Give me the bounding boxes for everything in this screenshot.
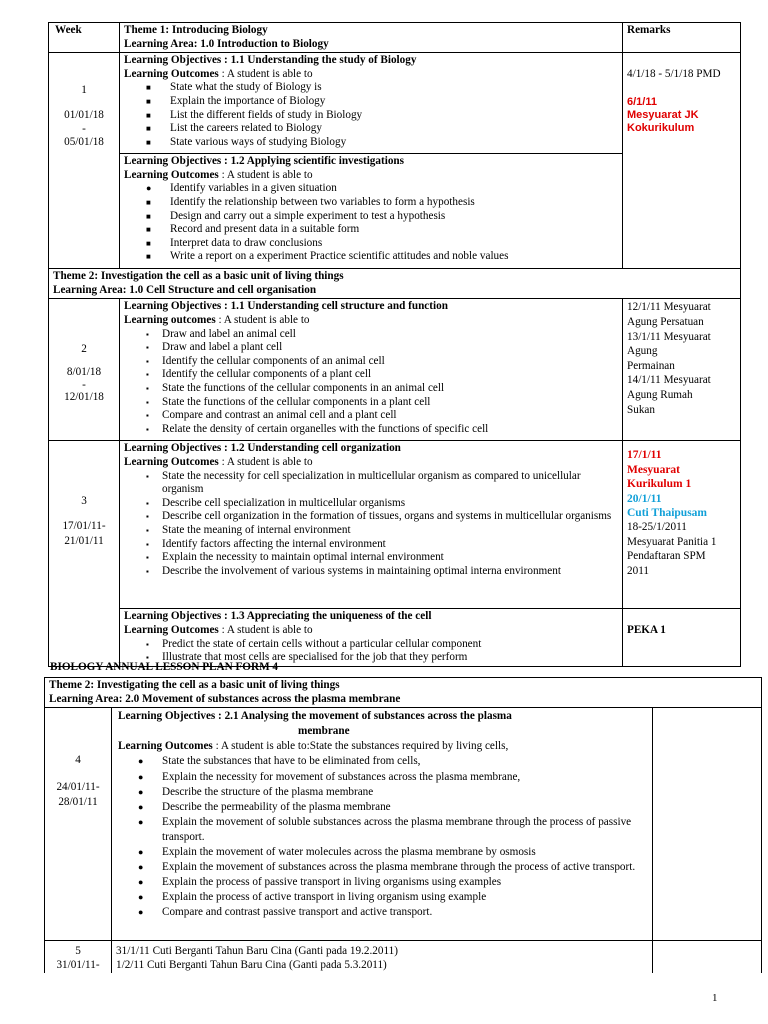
list-item: ■ Design and carry out a simple experiment to test a hypothesis bbox=[146, 209, 446, 222]
list-item: ▪ Describe cell specialization in multicellular organisms bbox=[146, 496, 406, 509]
week-4-objective: Learning Objectives : 2.1 Analysing the movement of substances across the plasma membrane Learning Outcomes : A student is able to:State the substances required by living cells, ● State the substances that have to be eliminated from cells, ● Explain the necessity for movement of substances across the plasma membrane, ● Describe the structure of the plasma membrane ● Describe the permeability of the plasma membrane ● Explain the movement of soluble substances across the plasma membrane through the process of passive transport. ● Explain the movement of water molecules across the plasma membrane by osmosis ● Explain the movement of substances across the plasma membrane through the process of active transport. ● Explain the process of passive transport in living organisms using examples ● Explain the process of active transport in living organism using example ● Compare and contrast passive transport and active transport. bbox=[112, 708, 653, 941]
week-4-remarks bbox=[653, 708, 762, 941]
header-remarks: Remarks bbox=[623, 23, 741, 53]
week-3-outcome-list-1 bbox=[124, 470, 618, 579]
list-item: ▪ Identify factors affecting the internal environment bbox=[146, 537, 386, 550]
theme-2-header-row bbox=[49, 269, 741, 299]
list-item: ■ Interpret data to draw conclusions bbox=[146, 236, 323, 249]
lesson-plan-table-1 bbox=[48, 22, 741, 667]
week-5-row bbox=[45, 941, 762, 974]
week-1-cell: 1 01/01/18 - 05/01/18 bbox=[49, 53, 120, 269]
list-item: ▪ State the functions of the cellular components in a plant cell bbox=[146, 395, 431, 408]
list-item: ■ Explain the importance of Biology bbox=[146, 94, 326, 107]
week-1-row-a bbox=[49, 53, 741, 154]
week-1-objective-1: Learning Objectives : 1.1 Understanding the study of Biology Learning Outcomes : A student is able to ■ State what the study of Biology is ■ Explain the importance of Biology ■ List the different fields of study in Biology ■ List the careers related to Biology ■ State various ways of studying Biology bbox=[120, 53, 623, 154]
week-5-remarks bbox=[653, 941, 762, 974]
week-3-row-a bbox=[49, 441, 741, 609]
week-5-notes: 31/1/11 Cuti Berganti Tahun Baru Cina (Ganti pada 19.2.2011) 1/2/11 Cuti Berganti Tahun Baru Cina (Ganti pada 5.3.2011) bbox=[112, 941, 653, 974]
list-item: ■ State what the study of Biology is bbox=[146, 81, 322, 94]
week-2-remarks: 12/1/11 Mesyuarat Agung Persatuan 13/1/11 Mesyuarat Agung Permainan 14/1/11 Mesyuarat Agung Rumah Sukan bbox=[623, 299, 741, 441]
list-item: ● Describe the structure of the plasma membrane bbox=[138, 785, 374, 798]
list-item: ▪ Draw and label an animal cell bbox=[146, 327, 296, 340]
header-row bbox=[49, 23, 741, 53]
header-week: Week bbox=[49, 23, 120, 53]
week-4-outcome-list bbox=[116, 754, 648, 920]
list-item: ■ Write a report on a experiment Practice scientific attitudes and noble values bbox=[146, 250, 509, 263]
lesson-plan-table-2 bbox=[44, 677, 762, 973]
week-4-row bbox=[45, 708, 762, 941]
theme-2b-header: Theme 2: Investigating the cell as a basic unit of living things Learning Area: 2.0 Movement of substances across the plasma membrane bbox=[45, 678, 762, 708]
week-5-cell: 5 31/01/11- bbox=[45, 941, 112, 974]
week-1-outcome-list-1 bbox=[124, 81, 618, 149]
week-3-row-b bbox=[49, 609, 741, 666]
list-item: ● Explain the process of active transport in living organism using example bbox=[138, 891, 487, 904]
week-3-cell: 3 17/01/11- 21/01/11 bbox=[49, 441, 120, 666]
list-item: ■ List the careers related to Biology bbox=[146, 122, 322, 135]
week-3-objective-1: Learning Objectives : 1.2 Understanding cell organization Learning Outcomes : A student is able to ▪ State the necessity for cell specialization in multicellular organism as compared to unicellular organism ▪ Describe cell specialization in multicellular organisms ▪ Describe cell organization in the formation of tissues, organs and systems in multicellular organisms ▪ State the meaning of internal environment ▪ Identify factors affecting the internal environment ▪ Explain the necessity to maintain optimal internal environment ▪ Describe the involvement of various systems in maintaining optimal interna environment bbox=[120, 441, 623, 609]
list-item: ▪ Predict the state of certain cells without a particular cellular component bbox=[146, 637, 482, 650]
week-4-cell: 4 24/01/11- 28/01/11 bbox=[45, 708, 112, 941]
list-item: ● Explain the movement of substances across the plasma membrane through the process of active transport. bbox=[138, 861, 636, 874]
list-item: ▪ Illustrate that most cells are specialised for the job that they perform bbox=[146, 651, 468, 664]
page-number: 1 bbox=[712, 992, 718, 1004]
week-2-outcome-list bbox=[124, 328, 618, 437]
week-3-remarks-peka: PEKA 1 bbox=[623, 609, 741, 666]
week-3-objective-2: Learning Objectives : 1.3 Appreciating the uniqueness of the cell Learning Outcomes : A student is able to ▪ Predict the state of certain cells without a particular cellular component ▪ Illustrate that most cells are specialised for the job that they perform bbox=[120, 609, 623, 666]
list-item: ▪ Identify the cellular components of an animal cell bbox=[146, 354, 385, 367]
week-1-remarks: 4/1/18 - 5/1/18 PMD 6/1/11 Mesyuarat JK Kokurikulum bbox=[623, 53, 741, 269]
week-2-objective: Learning Objectives : 1.1 Understanding cell structure and function Learning outcomes : A student is able to ▪ Draw and label an animal cell ▪ Draw and label a plant cell ▪ Identify the cellular components of an animal cell ▪ Identify the cellular components of a plant cell ▪ State the functions of the cellular components in an animal cell ▪ State the functions of the cellular components in a plant cell ▪ Compare and contrast an animal cell and a plant cell ▪ Relate the density of certain organelles with the functions of specific cell bbox=[120, 299, 623, 441]
list-item: ● Explain the necessity for movement of substances across the plasma membrane, bbox=[138, 770, 521, 783]
list-item: ■ Record and present data in a suitable form bbox=[146, 223, 360, 236]
list-item: ● Explain the process of passive transport in living organisms using examples bbox=[138, 876, 502, 889]
list-item: ● Identify variables in a given situation bbox=[146, 182, 337, 195]
list-item: ▪ Describe cell organization in the formation of tissues, organs and systems in multicellular organisms bbox=[146, 510, 612, 523]
list-item: ▪ Identify the cellular components of a plant cell bbox=[146, 368, 372, 381]
list-item: ● Explain the movement of water molecules across the plasma membrane by osmosis bbox=[138, 846, 536, 859]
list-item: ● Describe the permeability of the plasma membrane bbox=[138, 800, 391, 813]
week-2-cell: 2 8/01/18 - 12/01/18 bbox=[49, 299, 120, 441]
theme-2b-header-row bbox=[45, 678, 762, 708]
list-item: ▪ Draw and label a plant cell bbox=[146, 341, 283, 354]
list-item: ▪ Relate the density of certain organelles with the functions of specific cell bbox=[146, 422, 489, 435]
list-item: ● Compare and contrast passive transport and active transport. bbox=[138, 906, 433, 919]
section-title: BIOLOGY ANNUAL LESSON PLAN FORM 4 bbox=[50, 661, 279, 673]
list-item: ■ List the different fields of study in Biology bbox=[146, 108, 363, 121]
list-item: ▪ State the functions of the cellular components in an animal cell bbox=[146, 381, 445, 394]
list-item: ▪ State the meaning of internal environment bbox=[146, 523, 351, 536]
list-item: ▪ Compare and contrast an animal cell and a plant cell bbox=[146, 409, 397, 422]
list-item: ■ State various ways of studying Biology bbox=[146, 135, 347, 148]
list-item: ● State the substances that have to be eliminated from cells, bbox=[138, 755, 421, 768]
theme-2-header: Theme 2: Investigation the cell as a basic unit of living things Learning Area: 1.0 Cell Structure and cell organisation bbox=[49, 269, 741, 299]
week-3-remarks: 17/1/11 Mesyuarat Kurikulum 1 20/1/11 Cuti Thaipusam 18-25/1/2011 Mesyuarat Panitia 1 Pendaftaran SPM 2011 bbox=[623, 441, 741, 609]
list-item: ▪ State the necessity for cell specialization in multicellular organism as compared to unicellular organism bbox=[146, 469, 581, 496]
week-2-row bbox=[49, 299, 741, 441]
list-item: ▪ Explain the necessity to maintain optimal internal environment bbox=[146, 551, 444, 564]
list-item: ▪ Describe the involvement of various systems in maintaining optimal interna environment bbox=[146, 564, 561, 577]
list-item: ■ Identify the relationship between two variables to form a hypothesis bbox=[146, 195, 475, 208]
week-1-outcome-list-2 bbox=[124, 182, 618, 264]
list-item: ● Explain the movement of soluble substances across the plasma membrane through the process of passive transport. bbox=[138, 815, 632, 843]
header-theme: Theme 1: Introducing Biology Learning Area: 1.0 Introduction to Biology bbox=[120, 23, 623, 53]
week-1-objective-2: Learning Objectives : 1.2 Applying scientific investigations Learning Outcomes : A student is able to ● Identify variables in a given situation ■ Identify the relationship between two variables to form a hypothesis ■ Design and carry out a simple experiment to test a hypothesis ■ Record and present data in a suitable form ■ Interpret data to draw conclusions ■ Write a report on a experiment Practice scientific attitudes and noble values bbox=[120, 154, 623, 269]
